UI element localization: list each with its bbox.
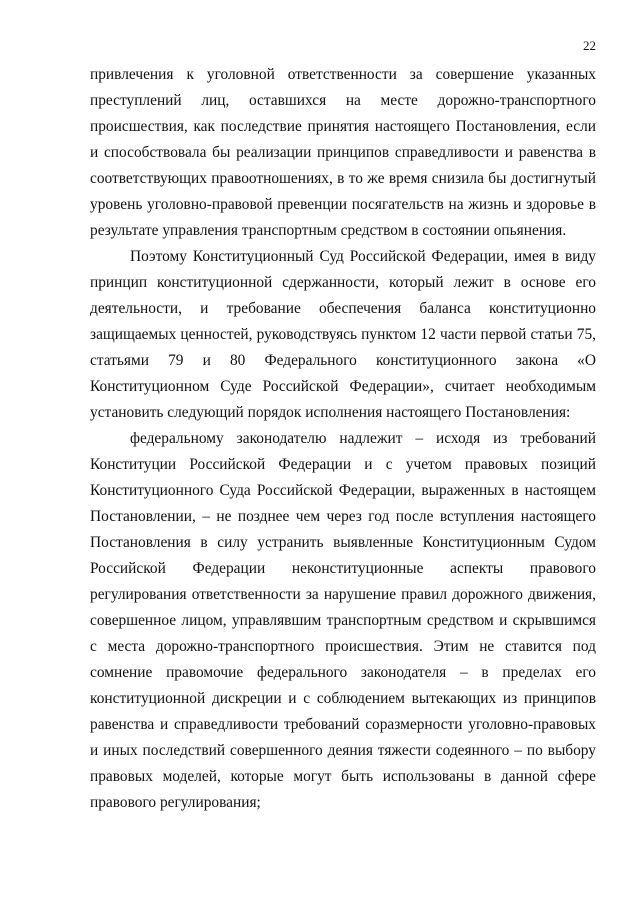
paragraph-execution-order: Поэтому Конституционный Суд Российской Федерации, имея в виду принцип конституционной сдержанности, который лежит в основе его деятельности, и требование обеспечения баланса конституционно защищаемых ценностей, руководствуясь пунктом 12 части первой статьи 75, статьями 79 и 80 Федерального конституционного закона «О Конституционном Суде Российской Федерации», считает необходимым установить следующий порядок исполнения настоящего Постановления: [90,248,596,421]
document-body [90,62,596,816]
paragraph-legislator-duty: федеральному законодателю надлежит – исходя из требований Конституции Российской Федерации и с учетом правовых позиций Конституционного Суда Российской Федерации, выраженных в настоящем Постановлении, – не позднее чем через год после вступления настоящего Постановления в силу устранить выявленные Конституционным Судом Российской Федерации неконституционные аспекты правового регулирования ответственности за нарушение правил дорожного движения, совершенное лицом, управлявшим транспортным средством и скрывшимся с места дорожно-транспортного происшествия. Этим не ставится под сомнение правомочие федерального законодателя – в пределах его конституционной дискреции и с соблюдением вытекающих из принципов равенства и справедливости требований соразмерности уголовно-правовых и иных последствий совершенного деяния тяжести содеянного – по выбору правовых моделей, которые могут быть использованы в данной сфере правового регулирования; [90,430,596,811]
page-number: 22 [583,38,596,53]
paragraph-continued: привлечения к уголовной ответственности за совершение указанных преступлений лиц, оставшихся на месте дорожно-транспортного происшествия, как последствие принятия настоящего Постановления, если и способствовала бы реализации принципов справедливости и равенства в соответствующих правоотношениях, в то же время снизила бы достигнутый уровень уголовно-правовой превенции посягательств на жизнь и здоровье в результате управления транспортным средством в состоянии опьянения. [90,66,596,239]
